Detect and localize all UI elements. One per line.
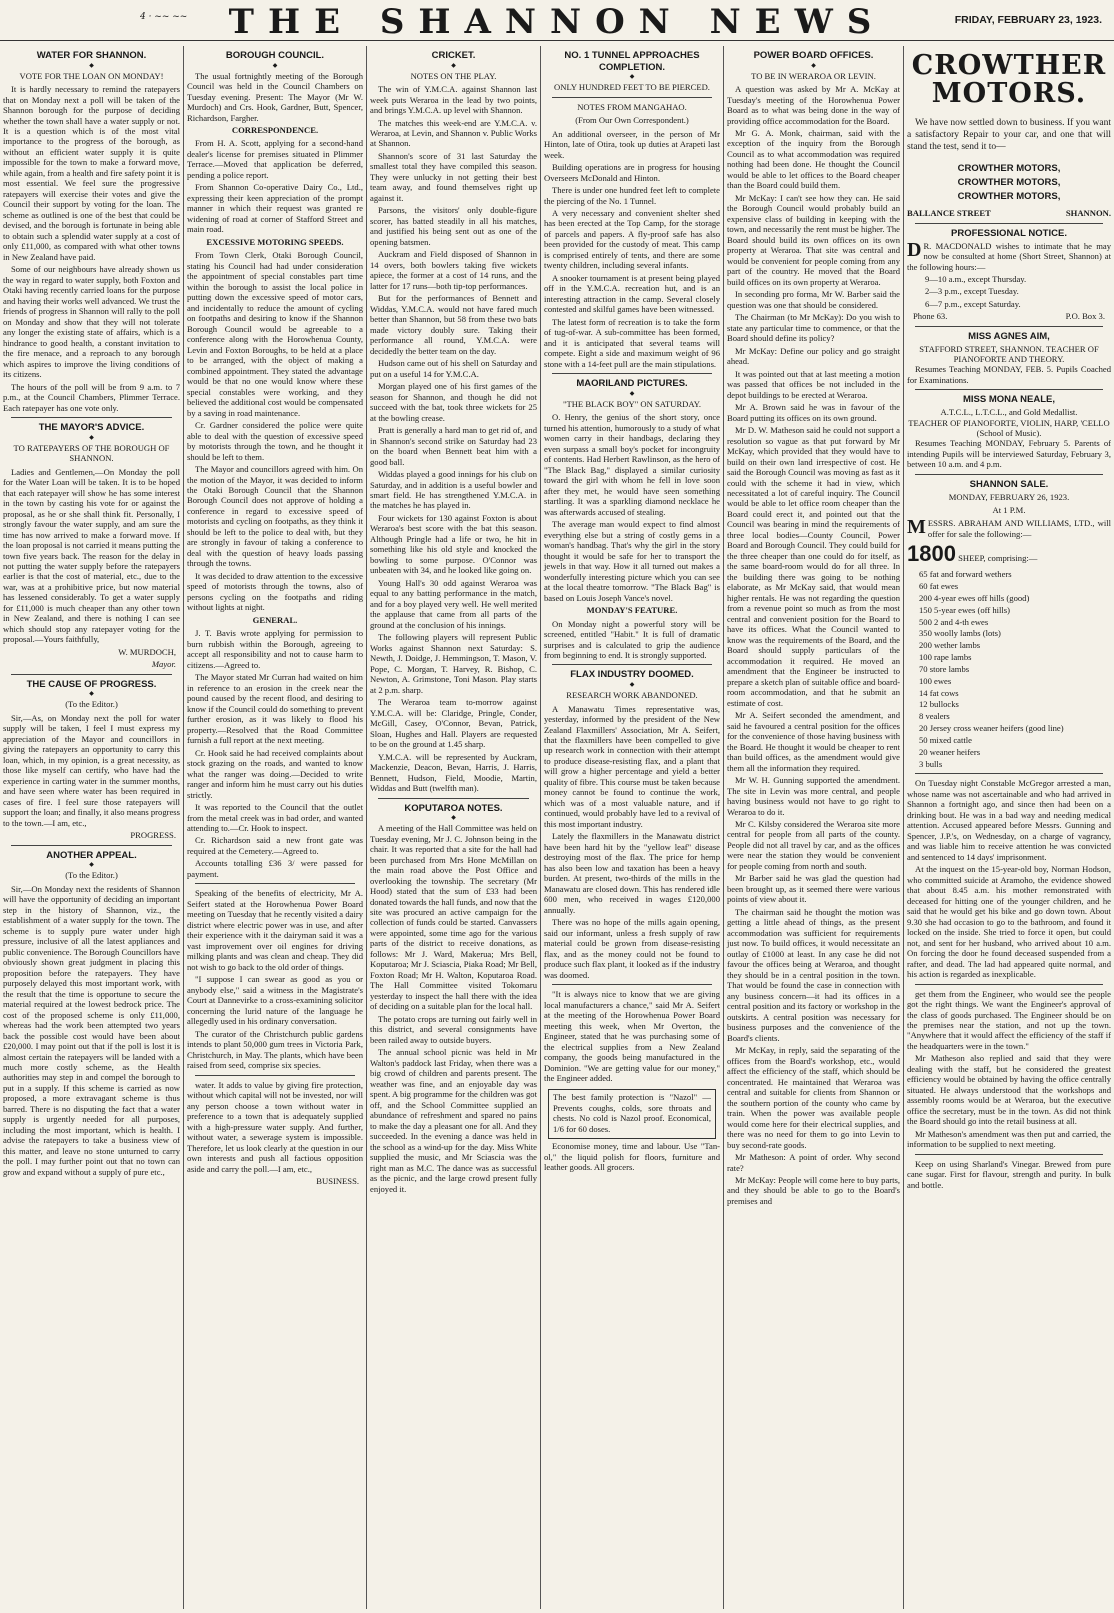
divider-ornament: ◆ <box>629 390 635 397</box>
paragraph: Building operations are in progress for housing Overseers McDonald and Hinton. <box>544 162 720 183</box>
paragraph: It was reported to the Council that the outlet from the metal creek was in bad order, and wanted attending to.—Cr. Hook to inspect. <box>187 802 363 833</box>
divider <box>915 474 1103 475</box>
paragraph: Shannon's score of 31 last Saturday the smallest total they have compiled this season. They were unlucky in not getting their best team away, and found themselves right up against it. <box>370 150 537 203</box>
paragraph: water. It adds to value by giving fire protection, without which capital will not be invested, nor will any person choose a town without water in preference to a town that is adequately supplied with a high-pressure water supply. And further, without water, a sewerage system is impossible. Therefore, let us look clearly at the question in our own interests and push all factious opposition aside and carry the poll.—I am, etc., <box>187 1079 363 1174</box>
notice-text: (School of Music). <box>976 427 1042 438</box>
paragraph: It is hardly necessary to remind the ratepayers that on Monday next a poll will be taken of the Shannon borough for the purpose of deciding whether the town shall have a water supply or not. It is a question which is of the most vital importance to the progress of the borough, as without an efficient water supply it is quite impossible for the town to make a forward move, while again, from a health and fire safety point it is most essential. We feel sure the progressive ratepayers will exercise their votes and give the Council their support by voting for the loan. The scheme as outlined is one of the best that could be devised, and the borough is fortunate in being able to obtain such a splendid water supply at a cost of only £11,000, as compared with what other towns in New Zealand have paid. <box>3 84 180 262</box>
stock-item: 70 store lambs <box>919 663 970 674</box>
sale-date: MONDAY, FEBRUARY 26, 1923. <box>948 491 1070 502</box>
section-subhead: GENERAL. <box>252 614 298 625</box>
article-subhead: VOTE FOR THE LOAN ON MONDAY! <box>19 70 164 81</box>
paragraph: Mr D. W. Matheson said he could not support a resolution so vague as that put forward by Mr McKay, which provided that they would have to build on their own land irrespective of cost. He said the Borough Council was moving as fast as it could with the scheme it had in view, which necessitated a lot of careful inquiry. The Council would be able to let office room cheaper than the Board could erect it, and pointed out that the Council was bearing in mind the requirements of three local bodies—County Council, Power Board and Borough Council. They could build for the three cheaper than one could do for itself, as the same board-room would do for all three. In the building there was going to be nothing elaborate, as Mr McKay said, that would mean higher rentals. He was not regarding the question from a revenue point so much as from the most central and convenient position for the Board to have its offices. What the Council wanted to know was the requirements of the Board, and the Board should supply particulars of the accommodation it required. He moved an amendment that the Engineer be instructed to prepare a sketch plan of suitable office and board-room accommodation, and that he submit an estimate of cost. <box>727 425 900 708</box>
advert-text: We have now settled down to business. If you want a satisfactory Repair to your car, and one that will stand the test, send it to— <box>907 117 1111 153</box>
advert-text: The best family protection is "Nazol" — Prevents coughs, colds, sore throats and chests. No cold is Nazol proof. Economical, 1/6 for 60 doses. <box>553 1092 711 1134</box>
paragraph: On Tuesday night Constable McGregor arrested a man, whose name was not ascertainable and who had arrived in Shannon a fortnight ago, and since then had been on a drinking bout. He was in a bad way and needing medical attention. Accused appeared before Messrs. Gunning and Spencer, J.P.'s, on Wednesday, on a charge of vagrancy, and was liable him to receive attention he was convicted and sentenced to 14 days' imprisonment. <box>907 778 1111 862</box>
paragraph: The potato crops are turning out fairly well in this district, and several consignments have been railed away to outside buyers. <box>370 1013 537 1045</box>
notice-headline: MISS AGNES AIM, <box>968 330 1050 342</box>
stock-list <box>907 569 1111 769</box>
paragraph: Accounts totalling £36 3/ were passed for payment. <box>187 858 363 879</box>
paragraph: Mr McKay: People will come here to buy parts, and they should be able to go to the Board's premises and <box>727 1174 900 1206</box>
article-subhead: RESEARCH WORK ABANDONED. <box>566 690 698 701</box>
section-subhead: NOTES FROM MANGAHAO. <box>577 101 687 112</box>
advert-town: SHANNON. <box>1065 208 1111 219</box>
paragraph: Parsons, the visitors' only double-figure scorer, has batted steadily in all his matches, and justified his being sent out as one of the opening batsmen. <box>370 205 537 247</box>
paragraph: Widdas played a good innings for his club on Saturday, and in addition is a useful bowler and smart field. He has strengthened Y.M.C.A. in the matches he has played in. <box>370 469 537 511</box>
issue-date: FRIDAY, FEBRUARY 23, 1923. <box>954 14 1102 26</box>
divider <box>552 664 712 665</box>
advert-headline: CROWTHER MOTORS. <box>911 50 1107 110</box>
notice-text: STAFFORD STREET, SHANNON. TEACHER OF PIANOFORTE AND THEORY. <box>919 343 1099 364</box>
stock-item: 20 weaner heifers <box>919 746 981 757</box>
divider <box>195 883 355 884</box>
paragraph: The curator of the Christchurch public gardens intends to plant 50,000 gum trees in Victoria Park, Christchurch, in May. The plants, which have been raised from seed, comprise six species. <box>187 1028 363 1071</box>
divider <box>11 674 172 675</box>
paragraph: The Weraroa team to-morrow against Y.M.C.A. will be: Claridge, Pringle, Conder, McGill, Casey, O'Connor, Bevan, Patrick, Sloan, Hughes and Hall. Players are requested to be on the ground at 1.45 sharp. <box>370 697 537 750</box>
paragraph: The usual fortnightly meeting of the Borough Council was held in the Council Chambers on Tuesday evening. Present: The Mayor (Mr W. Murdoch) and Crs. Hook, Gardner, Butt, Spencer, Richardson, Fargher. <box>187 70 363 123</box>
article-headline: THE CAUSE OF PROGRESS. <box>26 678 157 690</box>
stock-item: 100 ewes <box>919 675 952 686</box>
paragraph: Auckram and Field disposed of Shannon in 14 overs, both bowlers taking five wickets apiece, the former at a cost of 14 runs, and the latter for 17 runs—both tip-top performances. <box>370 249 537 291</box>
paragraph: There is under one hundred feet left to complete the piercing of the No. 1 Tunnel. <box>544 185 720 206</box>
paragraph: There was no hope of the mills again opening, said our informant, unless a fresh supply of raw material could be grown from disease-resisting flax, and as the money could not be found to produce such flax plant, it looked as if the industry was doomed. <box>544 917 720 980</box>
newspaper-title: THE SHANNON NEWS <box>228 2 886 42</box>
paragraph: Economise money, time and labour. Use "Tan-ol," the liquid polish for floors, furniture and leather goods. All grocers. <box>544 1141 720 1173</box>
column-2 <box>183 46 366 1609</box>
paragraph: It was pointed out that at last meeting a motion was passed that offices be not included in the depot buildings to be erected at Weraroa. <box>727 368 900 400</box>
paragraph: Hudson came out of his shell on Saturday and put on a useful 14 for Y.M.C.A. <box>370 358 537 379</box>
article-subhead: NOTES ON THE PLAY. <box>410 70 497 81</box>
paragraph: The Mayor stated Mr Curran had waited on him in reference to an erosion in the creek near the pound caused by the recent flood, and desiring to know if the Council could do something to prevent further erosion, as it was likely to flood his property.—Resolved that the Road Committee furnish a full report at the next meeting. <box>187 672 363 746</box>
paragraph: The average man would expect to find almost everything else but a string of costly gems in a woman's handbag. That's why the girl in the story thought it would be safe for her to transport the jewels in that way. How it all turned out makes a wonderfully interesting picture which you can see at the local theatre tomorrow. "The Black Bag" is based on Louis Joseph Vance's novel. <box>544 519 720 603</box>
paragraph: Speaking of the benefits of electricity, Mr A. Seifert stated at the Horowhenua Power Board meeting on Tuesday that he recently visited a dairy district where electric power was in use, and after their experience with it the dairyman said it was a vast improvement over oil engines for driving milking plants and was clean and cheap. They did not wish to go back to the old order of things. <box>187 888 363 972</box>
advert-street: BALLANCE STREET <box>907 208 991 219</box>
advert-list-line: CROWTHER MOTORS, <box>957 176 1061 188</box>
stock-item: 60 fat ewes <box>919 581 959 592</box>
paragraph: Mr W. H. Gunning supported the amendment. The site in Levin was more central, and people having business would not have to go right to Weraroa to do it. <box>727 775 900 817</box>
notice-body: Resumes Teaching MONDAY, FEB. 5. Pupils Coached for Examinations. <box>907 364 1111 385</box>
divider <box>915 389 1103 390</box>
paragraph: O. Henry, the genius of the short story, once turned his attention, humorously to a study of what women carry in their handbags, declaring they even surpass a small boy's pocket for incongruity of contents. Had Herbert Rawlinson, as the hero of "The Black Bag," displayed a similar curiosity toward the girl with whom he fell in love soon after they met, he would have seen something startling. It was a sparkling diamond necklace he was afterwards accused of stealing. <box>544 412 720 517</box>
paragraph: Mr McKay, in reply, said the separating of the offices from the Board's workshop, etc., would affect the efficiency of the staff, which should be concentrated. He maintained that Weraroa was central and suitable for clients from Shannon or the southern portion of the county who came by train. When the power was available people would come here for their electrical supplies, and there was no need for them to go into Levin to buy second-rate goods. <box>727 1045 900 1150</box>
paragraph: Y.M.C.A. will be represented by Auckram, Mackenzie, Deacon, Bevan, Harris, J. Harris, Bennett, Hudson, Field, Moodie, Martin, Widdas and Butt (twelfth man). <box>370 751 537 794</box>
drop-cap: D <box>907 238 922 261</box>
signature-title: Mayor. <box>151 659 176 670</box>
divider <box>915 326 1103 327</box>
paragraph: Mr C. Kilsby considered the Weraroa site more central for people from all parts of the county. People did not all travel by car, and as the offices were near the station they would be convenient for people coming from north and south. <box>727 819 900 871</box>
stock-item: 150 5-year ewes (off hills) <box>919 604 1011 615</box>
masthead <box>0 0 1114 41</box>
sale-time: At 1 P.M. <box>992 504 1026 515</box>
paragraph: A snooker tournament is at present being played off in the Y.M.C.A. recreation hut, and is an interesting attraction in the camp. Several closely contested and skilful games have been witnessed. <box>544 272 720 315</box>
article-subhead: (To the Editor.) <box>65 699 118 710</box>
notice-body: ESSRS. ABRAHAM AND WILLIAMS, LTD., will offer for sale the following:— <box>927 518 1111 539</box>
paragraph: An additional overseer, in the person of Mr Hinton, late of Otira, took up duties at Arapeti last week. <box>544 128 720 160</box>
paragraph: The hours of the poll will be from 9 a.m. to 7 p.m., at the Council Chambers, Plimmer Terrace. Each ratepayer has one vote only. <box>3 381 180 413</box>
advert-list-line: CROWTHER MOTORS, <box>957 191 1061 203</box>
paragraph: Mr Matheson: A point of order. Why second rate? <box>727 1152 900 1173</box>
article-subhead: TO RATEPAYERS OF THE BOROUGH OF SHANNON. <box>13 442 170 464</box>
article-subhead: ONLY HUNDRED FEET TO BE PIERCED. <box>554 82 710 93</box>
paragraph: Some of our neighbours have already shown us the way in regard to water supply, both Foxton and Otaki having recently carried loans for the purpose and having their works well advanced. We trust the friends of progress in Shannon will rally to the poll on Monday and show that they will not tolerate any longer the existing state of affairs, which is a hindrance to good health, a constant invitation to the fire menace, and a reproach to any borough which aspires to improve the living conditions of its citizens. <box>3 264 180 380</box>
paragraph: Sir,—As, on Monday next the poll for water supply will be taken, I feel I must express my appreciation of the Mayor and councillors in giving the ratepayers an opportunity to carry this loan, which, in my opinion, is a great necessity, as those like myself can certify, who have had the experience in carting water in the summer months, and have seen where water has been required in cases of fire. I feel sure those ratepayers will support the loan; and finally, it also means progress to the town.—I am, etc., <box>3 712 180 828</box>
divider-ornament: ◆ <box>811 62 816 69</box>
paragraph: The matches this week-end are Y.M.C.A. v. Weraroa, at Levin, and Shannon v. Public Works at Shannon. <box>370 117 537 149</box>
paragraph: Mr McKay: I can't see how they can. He said the Borough Council would probably build an expensive class of building in keeping with the town, and necessarily the rent must be higher. The Board should build its own offices on its own property at Weraroa. That site was central and would be convenient for people coming from any part of the country. He moved that the Board build offices on its own property at Weraroa. <box>727 192 900 287</box>
stock-item: 200 4-year ewes off hills (good) <box>919 592 1030 603</box>
article-headline: KOPUTAROA NOTES. <box>404 802 503 814</box>
divider-ornament: ◆ <box>89 434 94 441</box>
divider <box>552 97 712 98</box>
article-subhead: "THE BLACK BOY" ON SATURDAY. <box>562 398 702 409</box>
advert-list-line: CROWTHER MOTORS, <box>957 162 1061 174</box>
column-1 <box>0 46 183 1609</box>
advert-address <box>907 208 1111 218</box>
paragraph: Mr Matheson's amendment was then put and carried, the information to be supplied to next meeting. <box>907 1128 1111 1150</box>
divider <box>915 1154 1103 1155</box>
signature: PROGRESS. <box>130 830 176 841</box>
paragraph: In seconding pro forma, Mr W. Barber said the question was one that should be considered. <box>727 289 900 310</box>
paragraph: But for the performances of Bennett and Widdas, Y.M.C.A. would not have fared much better than Shannon, but 58 from these two bats made victory doubly sure. Taking their performance all round, Y.M.C.A. were decidedly the better team on the day. <box>370 293 537 356</box>
section-subhead: MONDAY'S FEATURE. <box>586 605 678 616</box>
po-box: P.O. Box 3. <box>1065 311 1105 322</box>
paragraph: get them from the Engineer, who would see the people got the right things. We want the Engineer's approval of the class of goods purchased. The Engineer should be on the premises near the station, and not up the town. "Anywhere that it would affect the efficiency of the staff if the headquarters were in the town." <box>907 988 1111 1051</box>
sale-count <box>907 541 1111 568</box>
article-headline: MAORILAND PICTURES. <box>576 378 688 390</box>
paragraph: From H. A. Scott, applying for a second-hand dealer's license for premises situated in Plimmer Terrace.—Moved that application be deferred, pending a police report. <box>187 138 363 180</box>
paragraph: A Manawatu Times representative was, yesterday, informed by the president of the New Zealand Flaxmillers' Association, Mr A. Seifert, that the flaxmillers have been compelled to give up research work in connection with their attempt to produce disease-resisting flax, and a plant that will grow a higher percentage and yield a better quality of fibre. This course must be taken because money cannot be found to continue the work, which was of a most valuable nature, and if continued, would probably have led to a revival of this most important industry. <box>544 703 720 829</box>
paragraph: A question was asked by Mr A. McKay at Tuesday's meeting of the Horowhenua Power Board as to what was being done in the way of providing office accommodation for the Board. <box>727 84 900 126</box>
article-headline: THE MAYOR'S ADVICE. <box>38 422 145 434</box>
paragraph: From Town Clerk, Otaki Borough Council, stating his Council had had under consideration the appointment of special constables part time within the borough to assist the local police in putting down the excessive speed of motor cars, and incidentally to reduce the amount of cycling on footpaths and desiring to know if the Shannon Borough Council would be agreeable to a conference along with the Horowhenua County, Levin and Foxton Boroughs, to be held at a place to be arranged, with the object of making a combined appointment. They stated the advantage would be that no one would know where these special constables were working, and they believed the additional cost would be compensated by a saving in road maintenance. <box>187 250 363 418</box>
divider-ornament: ◆ <box>89 691 94 698</box>
stock-item: 65 fat and forward wethers <box>919 569 1012 580</box>
stock-item: 100 rape lambs <box>919 652 972 663</box>
article-headline: WATER FOR SHANNON. <box>36 50 147 61</box>
drop-cap: M <box>907 516 926 539</box>
stock-item: 350 woolly lambs (lots) <box>919 628 1001 639</box>
notice-headline: SHANNON SALE. <box>969 478 1049 490</box>
paragraph: The Mayor and councillors agreed with him. On the motion of the Mayor, it was decided to inform the Otaki Borough Council that the Shannon Borough Council does not approve of holding a conference in regard to excessive speed of motorists and cycling on footpaths, as they think it should be left to the police to deal with, but they are strongly in favour of taking a conference to deal with the question of heavy loads passing through the towns. <box>187 464 363 569</box>
article-subhead: (To the Editor.) <box>65 870 118 881</box>
paragraph: Morgan played one of his first games of the season for Shannon, and though he did not succeed with the bat, took three wickets for 25 at the bowling crease. <box>370 381 537 423</box>
phone-number: Phone 63. <box>913 311 948 322</box>
paragraph: Mr Matheson also replied and said that they were dealing with the staff, but he considered the greatest efficiency would be obtained by having the office centrally situated. He always understood that the workshops and assembly rooms would be at Weraroa, but the executive office the secretary, must be in the town. As did not think the Board should go into the retail business at all. <box>907 1053 1111 1127</box>
divider-ornament: ◆ <box>629 74 635 81</box>
divider-ornament: ◆ <box>451 815 456 822</box>
divider <box>552 984 712 985</box>
section-subhead: CORRESPONDENCE. <box>231 125 319 135</box>
paragraph: Mr McKay: Define our policy and go straight ahead. <box>727 345 900 367</box>
paragraph: The annual school picnic was held in Mr Walton's paddock last Friday, when there was a big crowd of children and parents present. The weather was fine, and an enjoyable day was spent. A big programme for the children was got off, and the School Committee supplied an abundance of refreshment and spared no pains to make the day a pleasant one for all. And they succeeded. In the evening a dance was held in the school as a wind-up for the day. Miss White supplied the music, and Mr Sciascia was the right man as M.C. The dance was as successful as the picnic, and the large crowd present fully enjoyed it. <box>370 1047 537 1194</box>
divider <box>915 223 1103 224</box>
divider <box>195 1075 355 1076</box>
paragraph: Cr. Hook said he had received complaints about stock grazing on the roads, and wanted to know what the ranger was doing.—Decided to write ranger and inform him he must carry out his duties strictly. <box>187 747 363 800</box>
paragraph: Lately the flaxmillers in the Manawatu district have been hard hit by the "yellow leaf" disease destroying most of the flax. The price for hemp has also been low and taxation has been a heavy burden. At present, two-thirds of the mills in the Manawatu are closed down. This has rendered idle 600 men, who received in wages £120,000 annually. <box>544 831 720 915</box>
signature: BUSINESS. <box>316 1176 359 1187</box>
article-headline: NO. 1 TUNNEL APPROACHES COMPLETION. <box>564 50 700 73</box>
paragraph: The following players will represent Public Works against Shannon next Saturday: S. Newth, J. Doidge, J. Hemmingson, T. Mason, V. Pope, C. Morgan, T. Harvey, R. Bishop, C. Newton, A. Grimstone, Toni Mason. Play starts at 2 p.m. sharp. <box>370 632 537 695</box>
column-6 <box>903 46 1114 1609</box>
paragraph: The Chairman (to Mr McKay): Do you wish to state any particular time to commence, or that the Board should define its policy? <box>727 312 900 344</box>
qualifications: A.T.C.L., L.T.C.L., and Gold Medallist. <box>940 407 1078 418</box>
masthead-mark: 4 · ~~ ~~ <box>140 12 188 22</box>
divider <box>552 373 712 374</box>
paragraph: Mr G. A. Monk, chairman, said with the exception of the inquiry from the Borough Council as to what accommodation was required nothing had been done. He thought the Council would be able to let offices to the Board cheaper than the Board could build them. <box>727 128 900 191</box>
divider <box>915 984 1103 985</box>
column-3 <box>366 46 540 1609</box>
paragraph: A very necessary and convenient shelter shed has been erected at the Top Camp, for the storage of parcels and papers. A fly-proof safe has also been provided for the custody of meat. This camp is comprised entirely of tents, and there are some twenty children, including several infants. <box>544 208 720 271</box>
divider-ornament: ◆ <box>89 862 94 869</box>
stock-item: 8 vealers <box>919 711 950 722</box>
stock-item: 3 bulls <box>919 758 943 769</box>
article-headline: BOROUGH COUNCIL. <box>225 50 325 61</box>
article-headline: CRICKET. <box>431 50 476 61</box>
stock-item: 20 Jersey cross weaner heifers (good line) <box>919 723 1064 734</box>
paragraph: Mr A. Seifert seconded the amendment, and said he favoured a central position for the offices for the convenience of those having business with the Board. He thought it would be cheaper to rent than build offices, as the amendment would give them all the information they required. <box>727 710 900 773</box>
paragraph: Sir,—On Monday next the residents of Shannon will have the opportunity of deciding an important step in the history of Shannon, viz., the establishment of a water supply for the town. The scheme is to supply pure water under high pressure, inclusive of all the latest appliances and public convenience. The Borough Councillors have obviously shown great judgment in placing this proposition before the ratepayers. They have purposely delayed this most important work, with the result that the time is opportune to secure the material required at the lowest bedrock price. The cost of the proposed scheme is only £11,000, whereas had the work been attempted two years back the possible cost would have been about £20,000. I may point out that if the poll is lost it is almost certain the ratepayers will be landed with a much more costly scheme, as the Health authorities may step in and compel the borough to put in a supply. If this scheme is carried as now proposed, a more extravagant scheme is thus barred. There is no disputing the fact that a water supply is urgently needed for all purposes, including the most important, which is health. I advise the ratepayers to take a business view of this matter, and leave no stone unturned to carry the poll. I may further point out that no town can grow and expand without a supply of pure etc., <box>3 883 180 1177</box>
sale-sheep: SHEEP, comprising:— <box>958 553 1038 564</box>
contact-line <box>913 311 1105 321</box>
paragraph: The chairman said he thought the motion was getting a little ahead of things, as the present accommodation was sufficient for requirements just now. To build offices, it would necessitate an outlay of £1000 at least. In any case he did not favour the offices being at Weraroa, and thought they should be in a central position in the town. That would be found the case in connection with any business concern—it had its offices in a central position and its factory or workshop in the outskirts. A central position was necessary for business purposes and the convenience of the Board's clients. <box>727 906 900 1043</box>
byline: (From Our Own Correspondent.) <box>575 115 689 126</box>
paragraph: Young Hall's 30 odd against Weraroa was equal to any batting performance in the match, and for a boy played very well. He well merited the applause that came from all parts of the ground at the conclusion of his innings. <box>370 577 537 630</box>
stock-item: 12 bullocks <box>919 699 959 710</box>
paragraph: On Monday night a powerful story will be screened, entitled "Habit." It is full of dramatic surprises and is calculated to grip the audience from beginning to end. It is strongly supported. <box>544 618 720 660</box>
column-4 <box>540 46 723 1609</box>
divider <box>378 798 529 799</box>
paragraph: Four wickets for 130 against Foxton is about Weraroa's best score with the bat this season. Although Pringle had a life or two, he hit in something like his old style and knocked the bowling to some purpose. O'Connor was unbeaten with 34, and he looked like going on. <box>370 512 537 576</box>
article-subhead: TO BE IN WERAROA OR LEVIN. <box>751 70 876 81</box>
article-headline: ANOTHER APPEAL. <box>46 849 137 861</box>
divider-ornament: ◆ <box>629 682 635 689</box>
stock-item: 14 fat cows <box>919 687 959 698</box>
paragraph: Mr Barber said he was glad the question had been brought up, as it seemed there were various points of view about it. <box>727 873 900 905</box>
paragraph: At the inquest on the 15-year-old boy, Norman Hodson, who committed suicide at Aramoho, the evidence showed that about 8.45 a.m. his mother remonstrated with deceased for hitting one of the younger children, and he said that he would get his bike and go down town. About 9.30 she had occasion to go to the bathroom, and found it locked on the inside. She tried to force it open, but could not, and sent for her husband, who arrived about 10 a.m. On forcing the door he found deceased suspended from a rafter, and dead. The lad had appeared quite normal, and his action is regarded as inexplicable. <box>907 864 1111 980</box>
notice-text <box>907 518 1111 539</box>
divider <box>915 773 1103 774</box>
paragraph: It was decided to draw attention to the excessive speed of motorists through the towns, also of persons cycling on the footpaths and riding without lights at night. <box>187 570 363 613</box>
paragraph: Cr. Richardson said a new front gate was required at the Cemetery.—Agreed to. <box>187 835 363 856</box>
section-subhead: EXCESSIVE MOTORING SPEEDS. <box>206 236 344 247</box>
paragraph: Pratt is generally a hard man to get rid of, and in Shannon's second strike on Saturday had 23 on the board when Bennett beat him with a good ball. <box>370 425 537 467</box>
paragraph: Ladies and Gentlemen,—On Monday the poll for the Water Loan will be taken. It is to be hoped that each ratepayer will show he has some interest in the town by casting his vote for or against the proposal, as he or she shall think fit. Personally, I strongly favour the water supply, and am sure the time has now arrived to make a forward move. If the loan proposal is not carried it means putting the town five years back. The reason for the delay in not putting the water supply before the ratepayers earlier is that the cost of material, etc., due to the war, was at a prohibitive price, but now material has lessened considerably. To get a water supply for £11,000 is much cheaper than any other town in New Zealand, and there is nothing I can see which should stop any ratepayer voting for the proposal.—Yours faithfully, <box>3 466 180 645</box>
hours-line: 6—7 p.m., except Saturday. <box>925 298 1021 309</box>
paragraph: Keep on using Sharland's Vinegar. Brewed from pure cane sugar. First for flavour, strength and purity. In bulk and bottle. <box>907 1158 1111 1190</box>
notice-headline: PROFESSIONAL NOTICE. <box>951 227 1067 239</box>
paragraph: The latest form of recreation is to take the form of tug-of-war. A sub-committee has been formed, and it is anticipated that several teams will compete. Eight a side and maximum weight of 96 stone with a 14-feet pull are the main stipulations. <box>544 316 720 369</box>
stock-item: 50 mixed cattle <box>919 734 972 745</box>
stock-item: 200 wether lambs <box>919 640 981 651</box>
hours-line: 2—3 p.m., except Tuesday. <box>925 286 1019 297</box>
paragraph: "I suppose I can swear as good as you or anybody else," said a witness in the Magistrate's Court at Dannevirke to a cross-examining solicitor concerning the lurid nature of the language he allegedly used in his ordinary conversation. <box>187 974 363 1027</box>
signature: W. MURDOCH, <box>118 646 176 657</box>
divider-ornament: ◆ <box>451 62 456 69</box>
advert-box <box>548 1089 716 1139</box>
column-5 <box>723 46 903 1609</box>
hours-line: 9—10 a.m., except Thursday. <box>925 273 1027 284</box>
notice-text <box>907 238 1111 272</box>
sale-number: 1800 <box>907 541 956 567</box>
divider-ornament: ◆ <box>89 62 94 69</box>
divider <box>11 417 172 418</box>
stock-item: 500 2 and 4-th ewes <box>919 616 989 627</box>
article-headline: POWER BOARD OFFICES. <box>753 50 874 61</box>
advert-list <box>907 162 1111 205</box>
paragraph: Mr A. Brown said he was in favour of the Board putting its offices on its own ground. <box>727 402 900 423</box>
notice-body: R. MACDONALD wishes to intimate that he may now be consulted at home (Short Street, Shannon) at the following hours:— <box>907 240 1111 272</box>
paragraph: From Shannon Co-operative Dairy Co., Ltd., expressing their keen appreciation of the prompt manner in which their request was granted re widening of road at corner of Stafford Street and main road. <box>187 182 363 235</box>
paragraph: The win of Y.M.C.A. against Shannon last week puts Weraroa in the lead by two points, and brings Y.M.C.A. up level with Shannon. <box>370 84 537 116</box>
paragraph: J. T. Bavis wrote applying for permission to burn rubbish within the Borough, agreeing to accept all responsibility and not to cause harm to citizens.—Agreed to. <box>187 628 363 670</box>
paragraph: A meeting of the Hall Committee was held on Tuesday evening, Mr J. C. Johnson being in the chair. It was reported that a site for the hall had been purchased from Mrs Hone McMillan on the main road above the Post Office and overlooking the township. The secretary (Mr Hood) stated that the sum of £33 had been donated towards the hall funds, and now that the site was procured an active campaign for the collection of funds could be started. Canvassers were appointed, some time ago for the various parts of the district to receive donations, as follows: Mr J. Ward, Makerua; Mrs Bell, Koputaroa; Mr J. Sciascia, Piaka Road; Mr Bell, Foxton Road; Mr H. Walton, Koputaroa Road. The Hall Committee visited Tokomaru yesterday to inspect the hall there with the idea of deciding on a suitable plan for the local hall. <box>370 823 537 1012</box>
paragraph: Cr. Gardner considered the police were quite able to deal with the question of excessive speed by motorists through the town, and he thought it should be left to them. <box>187 420 363 462</box>
notice-headline: MISS MONA NEALE, <box>962 394 1055 406</box>
divider <box>11 845 172 846</box>
paragraph: "It is always nice to know that we are giving local manufacturers a chance," said Mr A. Seifert at the meeting of the Horowhenua Power Board meeting this week, when Mr Overton, the Engineer, stated that he was purchasing some of the electrical supplies from a New Zealand company, the goods being manufactured in the Dominion. "We are getting value for our money," the Engineer added. <box>544 989 720 1083</box>
notice-body: Resumes Teaching MONDAY, February 5. Parents of intending Pupils will be interviewed Saturday, February 3, between 10 a.m. and 4 p.m. <box>907 438 1111 470</box>
notice-text: TEACHER OF PIANOFORTE, VIOLIN, HARP, 'CELLO <box>908 417 1110 428</box>
article-headline: FLAX INDUSTRY DOOMED. <box>570 669 694 681</box>
divider-ornament: ◆ <box>272 62 278 69</box>
